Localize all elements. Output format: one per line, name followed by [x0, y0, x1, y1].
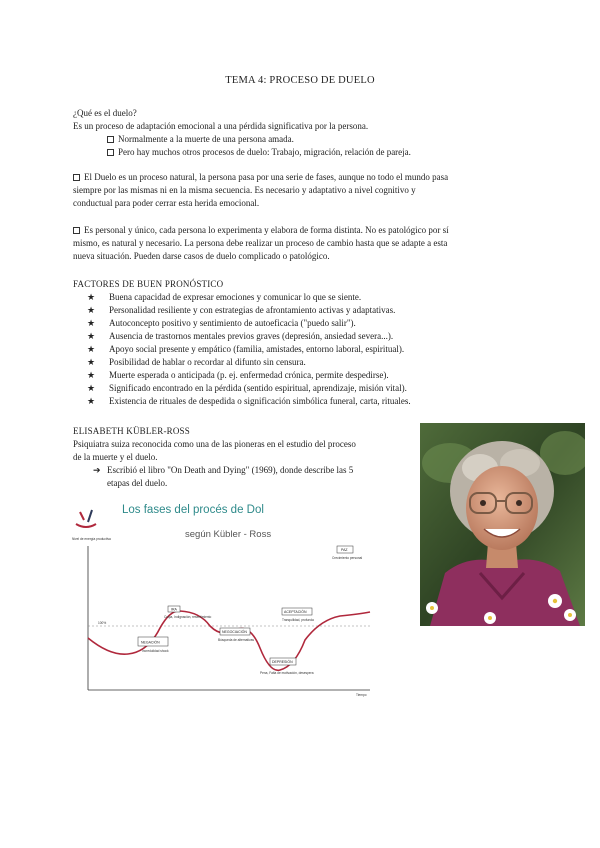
- stage-label-ira: IRA: [171, 607, 177, 612]
- intro-section: [73, 107, 525, 159]
- list-item: Normalmente a la muerte de una persona amada.: [73, 133, 525, 146]
- stage-label-negociacion: NEGOCIACIÓN: [222, 630, 247, 634]
- section-heading: FACTORES DE BUEN PRONÓSTICO: [73, 279, 224, 289]
- stage-label-paz: PAZ: [341, 548, 348, 552]
- caption-negociacion: Búsqueda de alternativas: [218, 638, 254, 642]
- grief-stages-chart: [70, 498, 405, 703]
- intro-definition: Es un proceso de adaptación emocional a una pérdida significativa por la persona.: [73, 121, 369, 131]
- stage-label-aceptacion: ACEPTACIÓN: [284, 610, 307, 614]
- list-item: ★ Posibilidad de hablar o recordar al difunto sin censura.: [87, 357, 306, 367]
- list-item: ★ Existencia de rituales de despedida o significación simbólica funeral, carta, rituales.: [87, 396, 411, 406]
- caption-paz: Crecimiento personal: [332, 556, 363, 560]
- paragraph-personal: Es personal y único, cada persona lo experimenta y elabora de forma distinta. No es patológico por sí mismo, es natural y necesario. La persona debe realizar un proceso de cambio hasta que se adapte a esta nueva situación. Pueden darse casos de duelo complicado o patológico.: [73, 225, 449, 261]
- list-item: ★ Muerte esperada o anticipada (p. ej. enfermedad crónica, permite despedirse).: [87, 370, 389, 380]
- page-title: TEMA 4: PROCESO DE DUELO: [225, 75, 375, 86]
- checkbox-bullet-icon: [107, 136, 114, 143]
- star-icon: ★: [87, 383, 96, 393]
- checkbox-bullet-icon: [73, 174, 80, 181]
- caption-depresion: Pena, Falta de motivación, desespera: [260, 671, 314, 675]
- caption-negacion: Incredulidad shock: [142, 649, 169, 653]
- list-item: ★ Personalidad resiliente y con estrategias de afrontamiento activas y adaptativas.: [87, 305, 396, 315]
- checkbox-bullet-icon: [73, 227, 80, 234]
- star-icon: ★: [87, 396, 96, 406]
- star-icon: ★: [87, 357, 96, 367]
- paragraph-natural: El Duelo es un proceso natural, la persona pasa por una serie de fases, aunque no todo el mundo pasa siempre por las mismas ni en la misma secuencia. Es necesario y adaptativo a nivel cognitivo y conductual para poder cerrar esta herida emocional.: [73, 172, 449, 208]
- stage-label-depresion: DEPRESIÓN: [272, 660, 293, 664]
- x-axis-label: Tiempo: [356, 693, 367, 697]
- list-item: ★ Autoconcepto positivo y sentimiento de autoeficacia ("puedo salir").: [87, 318, 356, 328]
- intro-question: ¿Qué es el duelo?: [73, 108, 137, 118]
- star-icon: ★: [87, 292, 96, 302]
- caption-aceptacion: Tranquilidad, profunda: [282, 618, 314, 622]
- list-item: ★ Apoyo social presente y empático (familia, amistades, entorno laboral, espiritual).: [87, 344, 405, 354]
- y-axis-label: Nivel de energía productiva: [72, 537, 111, 541]
- star-icon: ★: [87, 305, 96, 315]
- list-item: ★ Ausencia de trastornos mentales previos graves (depresión, ansiedad severa...).: [87, 331, 394, 341]
- factores-list: [73, 291, 525, 408]
- portrait-photo: [420, 423, 585, 626]
- kubler-section: ELISABETH KÜBLER-ROSS Psiquiatra suiza reconocida como una de las pioneras en el estudio del proceso de la muerte y el duelo. ➔ Escribió el libro "On Death and Dying" (1969), donde describe las 5 etapas del duelo.: [73, 425, 413, 490]
- factores-section: [73, 278, 525, 408]
- star-icon: ★: [87, 318, 96, 328]
- star-icon: ★: [87, 344, 96, 354]
- baseline-label: 100%: [98, 621, 107, 625]
- chart-subtitle: según Kübler - Ross: [185, 529, 272, 540]
- stage-label-negacion: NEGACIÓN: [141, 640, 160, 645]
- arrow-right-icon: ➔: [93, 465, 101, 475]
- chart-title: Los fases del procés de Dol: [122, 504, 264, 516]
- list-item: ★ Buena capacidad de expresar emociones y comunicar lo que se siente.: [87, 292, 362, 302]
- portrait-image: [420, 423, 585, 626]
- logo-icon: [76, 510, 96, 527]
- section-heading: ELISABETH KÜBLER-ROSS: [73, 426, 190, 436]
- caption-ira: Culpa, Indignación, resentimiento: [164, 615, 212, 619]
- list-item: ★ Significado encontrado en la pérdida (sentido espiritual, aprendizaje, misión vital).: [87, 383, 407, 393]
- star-icon: ★: [87, 331, 96, 341]
- checkbox-bullet-icon: [107, 149, 114, 156]
- star-icon: ★: [87, 370, 96, 380]
- list-item: Pero hay muchos otros procesos de duelo: Trabajo, migración, relación de pareja.: [73, 146, 525, 159]
